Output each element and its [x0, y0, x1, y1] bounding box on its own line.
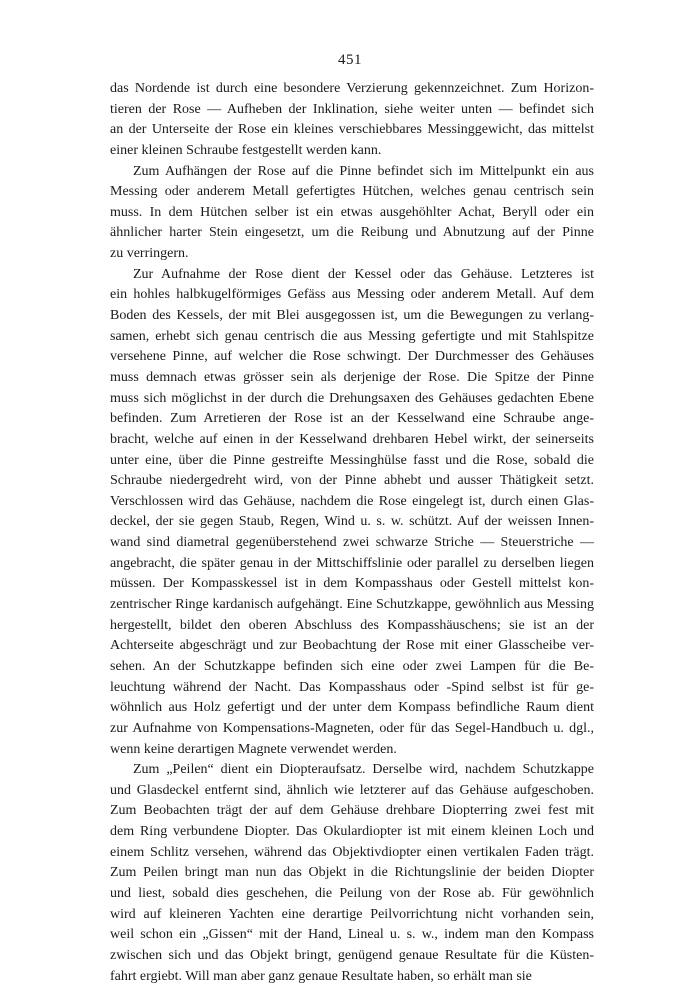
text-line: leuchtung während der Nacht. Das Kompasshaus oder -Spind selbst ist für ge-: [110, 679, 594, 695]
paragraph: [110, 760, 594, 987]
text-line: zentrischer Ringe kardanisch aufgehängt. Eine Schutzkappe, gewöhnlich aus Messing: [110, 597, 594, 613]
text-line: dem Ring verbundene Diopter. Das Okulardiopter ist mit einem kleinen Loch und: [110, 824, 594, 840]
text-line: wöhnlich aus Holz gefertigt und der unter dem Kompass befindliche Raum dient: [110, 700, 594, 716]
text-line: Zum Beobachten trägt der auf dem Gehäuse drehbare Diopterring zwei fest mit: [110, 803, 594, 819]
text-line: zur Aufnahme von Kompensations-Magneten, oder für das Segel-Handbuch u. dgl.,: [110, 720, 594, 736]
text-line: Verschlossen wird das Gehäuse, nachdem die Rose eingelegt ist, durch einen Glas-: [110, 493, 594, 509]
text-line: Zur Aufnahme der Rose dient der Kessel oder das Gehäuse. Letzteres ist: [133, 266, 594, 282]
page-number: 451: [338, 52, 362, 68]
text-line: tieren der Rose — Aufheben der Inklination, siehe weiter unten — befindet sich: [110, 101, 594, 117]
text-line: Boden des Kessels, der mit Blei ausgegossen ist, um die Bewegungen zu verlang-: [110, 308, 594, 324]
text-line: ähnlicher harter Stein eingesetzt, um die Reibung und Abnutzung auf der Pinne: [110, 225, 594, 241]
text-line: Zum „Peilen“ dient ein Diopteraufsatz. Derselbe wird, nachdem Schutzkappe: [133, 762, 594, 778]
text-line: das Nordende ist durch eine besondere Verzierung gekennzeichnet. Zum Horizon-: [110, 81, 594, 96]
text-line: weil schon ein „Gissen“ mit der Hand, Lineal u. s. w., indem man den Kompass: [110, 927, 594, 943]
text-line: muss sich möglichst in der durch die Drehungsaxen des Gehäuses gedachten Ebene: [110, 390, 594, 406]
text-line: deckel, der sie gegen Staub, Regen, Wind u. s. w. schützt. Auf der weissen Innen-: [110, 514, 594, 530]
text-line: einem Schlitz versehen, während das Objektivdiopter einen vertikalen Faden trägt.: [110, 844, 594, 860]
text-line: samen, erhebt sich genau centrisch die aus Messing gefertigte und mit Stahlspitze: [110, 328, 594, 344]
text-line: hergestellt, bildet den oberen Abschluss des Kompasshäuschens; sie ist an der: [110, 617, 594, 633]
text-line: Zum Peilen bringt man nun das Objekt in die Richtungslinie der beiden Diopter: [110, 865, 594, 881]
paragraph: [110, 265, 594, 760]
text-line: Zum Aufhängen der Rose auf die Pinne befindet sich im Mittelpunkt ein aus: [133, 163, 594, 179]
text-line: muss demnach etwas grösser sein als derjenige der Rose. Die Spitze der Pinne: [110, 369, 594, 385]
text-line: zu verringern.: [110, 246, 189, 262]
text-line: versehene Pinne, auf welcher die Rose schwingt. Der Durchmesser des Gehäuses: [110, 349, 594, 365]
text-line: und liest, sobald dies geschehen, die Peilung von der Rose ab. Für gewöhnlich: [110, 885, 594, 901]
text-line: Messing oder anderem Metall gefertigtes Hütchen, welches genau centrisch sein: [110, 184, 594, 200]
text-line: wenn keine derartigen Magnete verwendet werden.: [110, 741, 397, 757]
text-line: ein hohles halbkugelförmiges Gefäss aus Messing oder anderem Metall. Auf dem: [110, 287, 594, 303]
body-text: [110, 79, 594, 987]
text-line: angebracht, die später genau in der Mittschiffslinie oder parallel zu derselben liegen: [110, 555, 594, 571]
text-line: und Glasdeckel entfernt sind, ähnlich wie letzterer auf das Gehäuse aufgeschoben.: [110, 782, 594, 798]
paragraph: [110, 79, 594, 162]
text-line: zwischen sich und das Objekt bringt, genügend genaue Resultate für die Küsten-: [110, 947, 594, 963]
text-line: an der Unterseite der Rose ein kleines verschiebbares Messinggewicht, das mittelst: [110, 122, 594, 138]
text-line: wird auf kleineren Yachten eine derartige Peilvorrichtung nicht vorhanden sein,: [110, 906, 594, 922]
text-line: bracht, welche auf einen in der Kesselwand drehbaren Hebel wirkt, der seinerseits: [110, 431, 594, 447]
text-line: sehen. An der Schutzkappe befinden sich eine oder zwei Lampen für die Be-: [110, 658, 594, 674]
text-line: befinden. Zum Arretieren der Rose ist an der Kesselwand eine Schraube ange-: [110, 411, 594, 427]
text-line: müssen. Der Kompasskessel ist in dem Kompasshaus oder Gestell mittelst kon-: [110, 576, 594, 592]
text-line: muss. In dem Hütchen selber ist ein etwas ausgehöhlter Achat, Beryll oder ein: [110, 204, 594, 220]
text-line: Schraube niedergedreht wird, von der Pinne abhebt und ausser Thätigkeit setzt.: [110, 473, 594, 489]
text-line: unter eine, über die Pinne gestreifte Messinghülse fasst und die Rose, sobald die: [110, 452, 594, 468]
paragraph: [110, 162, 594, 265]
text-line: Achterseite abgeschrägt und zur Beobachtung der Rose mit einer Glasscheibe ver-: [110, 638, 594, 654]
text-line: fahrt ergiebt. Will man aber ganz genaue Resultate haben, so erhält man sie: [110, 968, 532, 984]
text-line: einer kleinen Schraube festgestellt werden kann.: [110, 142, 382, 158]
text-line: wand sind diametral gegenüberstehend zwei schwarze Striche — Steuerstriche —: [110, 535, 594, 551]
